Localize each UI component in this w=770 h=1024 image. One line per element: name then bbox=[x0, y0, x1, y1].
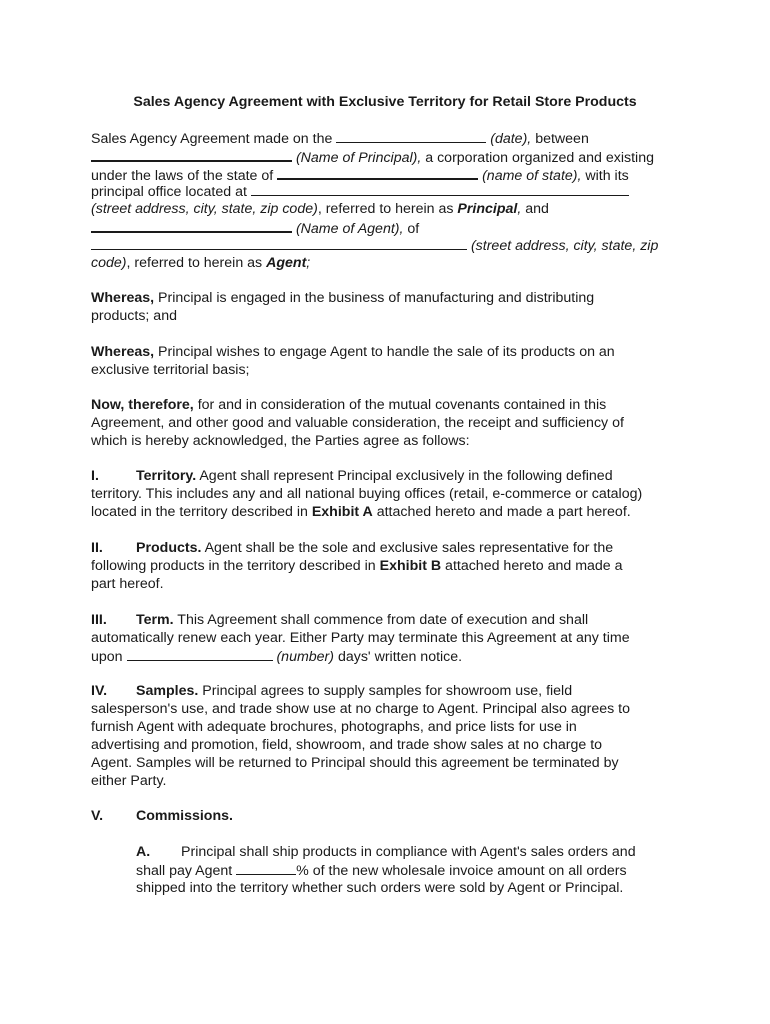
principal-name-blank[interactable] bbox=[91, 147, 292, 162]
subsection-a-line-2: shall pay Agent % of the new wholesale invoice amount on all orders bbox=[136, 863, 627, 879]
section-1-line-1: I. Territory. Agent shall represent Principal exclusively in the following defined bbox=[91, 468, 613, 484]
section-5-heading-line bbox=[91, 807, 233, 825]
therefore-line-1: Now, therefore, for and in consideration of the mutual covenants contained in this bbox=[91, 397, 607, 413]
therefore-line-3: which is hereby acknowledged, the Parties agree as follows: bbox=[91, 433, 470, 449]
therefore-line-2: Agreement, and other good and valuable consideration, the receipt and sufficiency of bbox=[91, 415, 624, 431]
section-number: II. bbox=[91, 540, 103, 556]
section-4-line-6: either Party. bbox=[91, 773, 167, 789]
section-number: III. bbox=[91, 612, 107, 628]
agent-address-blank[interactable] bbox=[91, 236, 467, 250]
agent-name-blank[interactable] bbox=[91, 218, 292, 233]
section-heading: Territory. bbox=[136, 468, 197, 484]
intro-line-4: principal office located at bbox=[91, 182, 629, 200]
document-title: Sales Agency Agreement with Exclusive Territory for Retail Store Products bbox=[133, 94, 637, 110]
intro-line-7: (street address, city, state, zip bbox=[91, 236, 658, 254]
commission-percent-blank[interactable] bbox=[236, 861, 296, 875]
intro-line-2: (Name of Principal), a corporation organized and existing bbox=[91, 147, 654, 165]
intro-line-1: Sales Agency Agreement made on the (date), between bbox=[91, 131, 589, 147]
subsection-a-line-3: shipped into the territory whether such orders were sold by Agent or Principal. bbox=[136, 880, 624, 896]
subsection-label: A. bbox=[136, 844, 151, 860]
section-4-line-1: IV. Samples. Principal agrees to supply samples for showroom use, field bbox=[91, 683, 573, 699]
section-4-line-5: Agent. Samples will be returned to Principal should this agreement be terminated by bbox=[91, 755, 619, 771]
section-1-line-3: located in the territory described in Exhibit A attached hereto and made a part hereof. bbox=[91, 504, 631, 520]
subsection-a-line-1: A. Principal shall ship products in compliance with Agent's sales orders and bbox=[136, 844, 636, 860]
intro-line-6: (Name of Agent), of bbox=[91, 218, 419, 236]
section-2-line-1: II. Products. Agent shall be the sole and exclusive sales representative for the bbox=[91, 540, 614, 556]
section-number: IV. bbox=[91, 683, 108, 699]
whereas-2-line-1: Whereas, Principal wishes to engage Agent to handle the sale of its products on an bbox=[91, 344, 615, 360]
date-blank[interactable] bbox=[336, 129, 486, 143]
section-2-line-3: part hereof. bbox=[91, 576, 164, 592]
section-number: I. bbox=[91, 468, 99, 484]
section-3-line-1: III. Term. This Agreement shall commence from date of execution and shall bbox=[91, 612, 589, 628]
section-3-line-3: upon (number) days' written notice. bbox=[91, 649, 463, 665]
whereas-1-line-2: products; and bbox=[91, 308, 177, 324]
section-4-line-3: furnish Agent with adequate brochures, photographs, and price lists for use in bbox=[91, 719, 577, 735]
section-heading: Products. bbox=[136, 540, 202, 556]
section-1-line-2: territory. This includes any and all national buying offices (retail, e-commerce or catalog) bbox=[91, 486, 643, 502]
section-3-line-2: automatically renew each year. Either Party may terminate this Agreement at any time bbox=[91, 630, 630, 646]
section-number: V. bbox=[91, 808, 104, 824]
whereas-1-line-1: Whereas, Principal is engaged in the business of manufacturing and distributing bbox=[91, 290, 595, 306]
intro-line-3: under the laws of the state of (name of state), with its bbox=[91, 165, 629, 183]
section-heading: Commissions. bbox=[136, 808, 233, 824]
principal-address-blank[interactable] bbox=[251, 182, 629, 196]
intro-line-5: (street address, city, state, zip code), referred to herein as Principal, and bbox=[91, 201, 549, 217]
section-4-line-2: salesperson's use, and trade show use at no charge to Agent. Principal also agrees to bbox=[91, 701, 631, 717]
whereas-2-line-2: exclusive territorial basis; bbox=[91, 362, 250, 378]
section-heading: Term. bbox=[136, 612, 174, 628]
state-name-blank[interactable] bbox=[277, 165, 478, 180]
section-heading: Samples. bbox=[136, 683, 199, 699]
notice-days-blank[interactable] bbox=[127, 647, 273, 661]
section-2-line-2: following products in the territory described in Exhibit B attached hereto and made a bbox=[91, 558, 623, 574]
section-4-line-4: advertising and promotion, field, showroom, and trade show sales at no charge to bbox=[91, 737, 603, 753]
intro-line-8: code), referred to herein as Agent; bbox=[91, 255, 311, 271]
